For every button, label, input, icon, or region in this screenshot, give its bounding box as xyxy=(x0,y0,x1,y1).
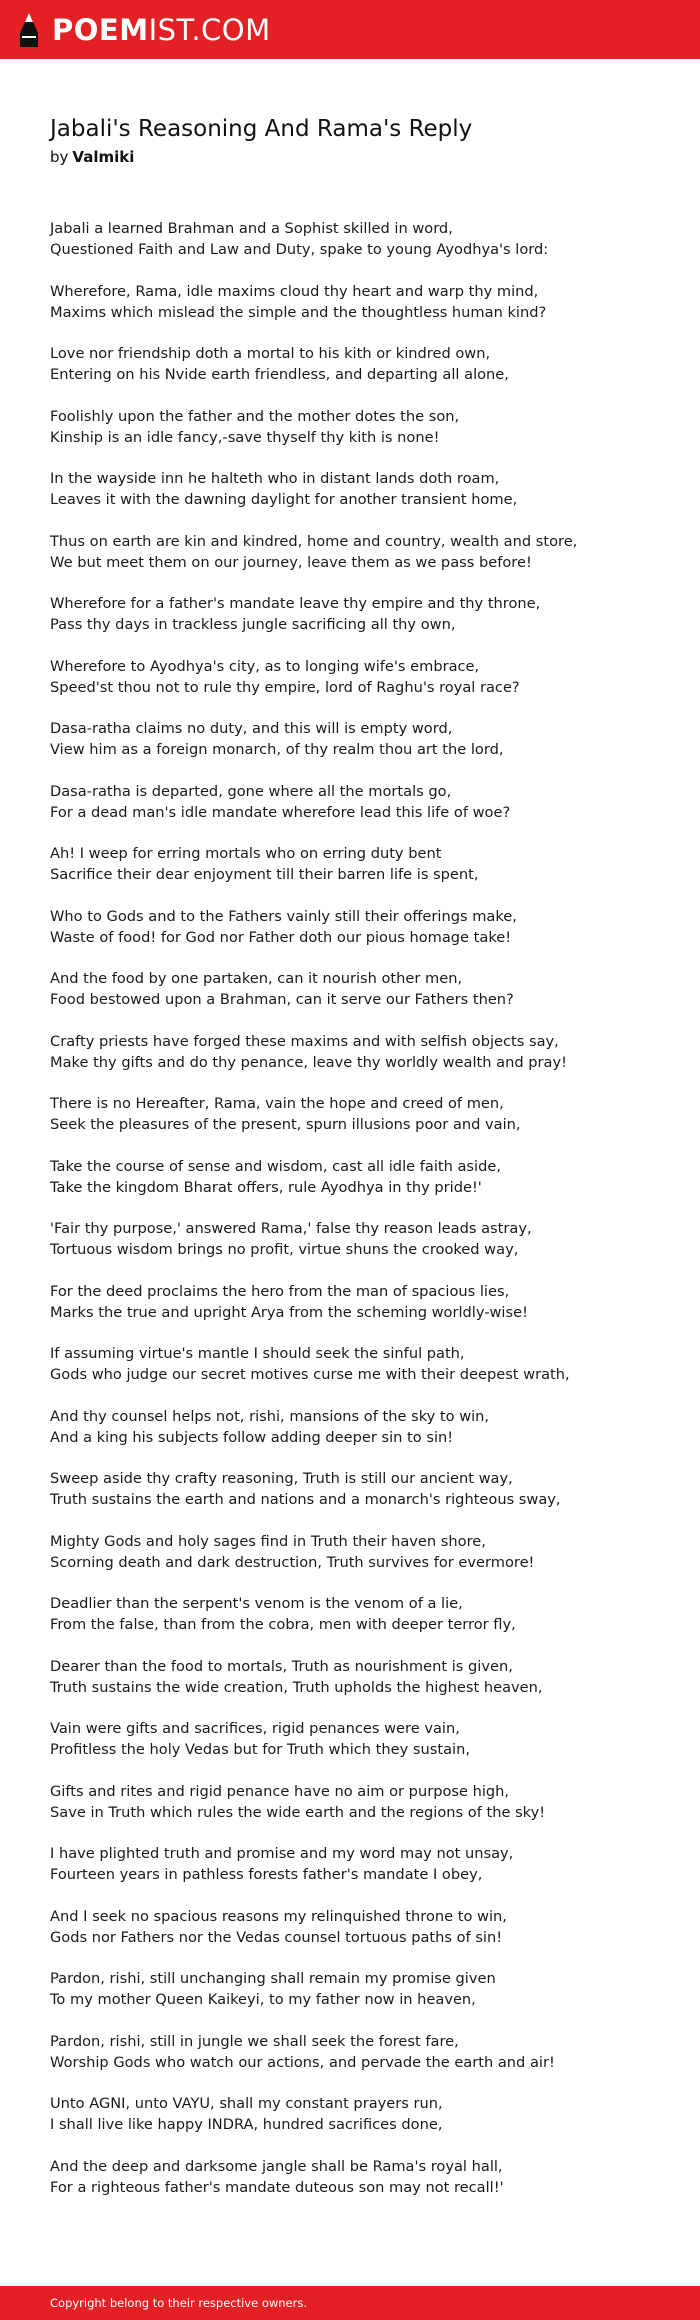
poem-line: And the deep and darksome jangle shall be Rama's royal hall, xyxy=(50,2157,503,2175)
poem-line: If assuming virtue's mantle I should seek the sinful path, xyxy=(50,1345,465,1362)
poem-line: Crafty priests have forged these maxims and with selfish objects say, xyxy=(50,1032,559,1050)
poem-line: And I seek no spacious reasons my relinquished throne to win, xyxy=(50,1907,507,1925)
poem-line: Maxims which mislead the simple and the thoughtless human kind? xyxy=(50,303,547,321)
stanza xyxy=(50,968,670,1010)
poem-line: Speed'st thou not to rule thy empire, lord of Raghu's royal race? xyxy=(50,678,520,696)
site-logo[interactable] xyxy=(18,10,271,50)
site-header xyxy=(0,0,700,59)
poem-line: Foolishly upon the father and the mother dotes the son, xyxy=(50,407,460,425)
stanza xyxy=(50,1593,670,1635)
poem-line: Take the course of sense and wisdom, cast all idle faith aside, xyxy=(50,1157,501,1175)
poem-line: Unto AGNI, unto VAYU, shall my constant prayers run, xyxy=(50,2095,443,2112)
site-footer xyxy=(0,2286,700,2320)
poem-line: From the false, than from the cobra, men with deeper terror fly, xyxy=(50,1616,516,1633)
stanza xyxy=(50,1218,670,1260)
poem-line: Dasa-ratha is departed, gone where all the mortals go, xyxy=(50,782,452,800)
poem-line: I shall live like happy INDRA, hundred sacrifices done, xyxy=(50,2116,443,2133)
poem-line: Sweep aside thy crafty reasoning, Truth is still our ancient way, xyxy=(50,1470,513,1487)
brand-name-strong: POEM xyxy=(52,13,149,47)
stanza xyxy=(50,656,670,698)
poem-line: There is no Hereafter, Rama, vain the hope and creed of men, xyxy=(50,1095,504,1112)
poem-line: Truth sustains the wide creation, Truth upholds the highest heaven, xyxy=(50,1678,543,1696)
stanza xyxy=(50,1781,670,1823)
stanza xyxy=(50,1281,670,1323)
poem-line: Marks the true and upright Arya from the scheming worldly-wise! xyxy=(50,1303,528,1321)
poem-line: And a king his subjects follow adding deeper sin to sin! xyxy=(50,1428,454,1446)
by-label: by xyxy=(50,148,69,166)
brand-name xyxy=(52,10,271,50)
stanza xyxy=(50,2156,670,2198)
stanza xyxy=(50,1531,670,1573)
poem-line: 'Fair thy purpose,' answered Rama,' false thy reason leads astray, xyxy=(50,1220,532,1237)
poem-line: Pass thy days in trackless jungle sacrificing all thy own, xyxy=(50,616,456,633)
poem-line: Waste of food! for God nor Father doth our pious homage take! xyxy=(50,928,512,946)
stanza xyxy=(50,531,670,573)
poem-line: Pardon, rishi, still unchanging shall remain my promise given xyxy=(50,1970,496,1987)
stanza xyxy=(50,218,670,260)
poem-line: Deadlier than the serpent's venom is the venom of a lie, xyxy=(50,1595,463,1612)
brand-name-light: IST.COM xyxy=(148,13,271,47)
poem-line: Leaves it with the dawning daylight for another transient home, xyxy=(50,491,518,508)
stanza xyxy=(50,468,670,510)
stanza xyxy=(50,2093,670,2135)
poem-line: Love nor friendship doth a mortal to his kith or kindred own, xyxy=(50,345,491,362)
poem-line: For a dead man's idle mandate wherefore lead this life of woe? xyxy=(50,803,511,821)
poem-line: Gods who judge our secret motives curse me with their deepest wrath, xyxy=(50,1366,570,1383)
poem-line: Jabali a learned Brahman and a Sophist skilled in word, xyxy=(50,220,453,237)
stanza xyxy=(50,1906,670,1948)
pencil-icon xyxy=(18,11,40,49)
poem-line: Dasa-ratha claims no duty, and this will is empty word, xyxy=(50,720,453,737)
poem-line: For the deed proclaims the hero from the man of spacious lies, xyxy=(50,1282,510,1300)
poem-line: We but meet them on our journey, leave them as we pass before! xyxy=(50,553,532,571)
stanza xyxy=(50,2031,670,2073)
poem-line: Vain were gifts and sacrifices, rigid penances were vain, xyxy=(50,1720,460,1737)
stanza xyxy=(50,281,670,323)
poem-header xyxy=(50,114,670,168)
poem-line: Tortuous wisdom brings no profit, virtue shuns the crooked way, xyxy=(50,1241,519,1258)
stanza xyxy=(50,1843,670,1885)
poem-line: In the wayside inn he halteth who in distant lands doth roam, xyxy=(50,470,500,487)
poem-line: Worship Gods who watch our actions, and pervade the earth and air! xyxy=(50,2053,555,2071)
byline xyxy=(50,146,670,168)
poem-line: Take the kingdom Bharat offers, rule Ayodhya in thy pride!' xyxy=(50,1178,482,1196)
stanza xyxy=(50,1093,670,1135)
author-name[interactable]: Valmiki xyxy=(72,148,135,166)
poem-line: Gifts and rites and rigid penance have no aim or purpose high, xyxy=(50,1782,510,1800)
poem-line: Seek the pleasures of the present, spurn illusions poor and vain, xyxy=(50,1116,521,1133)
poem-line: Dearer than the food to mortals, Truth as nourishment is given, xyxy=(50,1657,513,1675)
poem-line: Food bestowed upon a Brahman, can it serve our Fathers then? xyxy=(50,991,514,1008)
poem-line: And the food by one partaken, can it nourish other men, xyxy=(50,970,463,987)
poem-line: Pardon, rishi, still in jungle we shall seek the forest fare, xyxy=(50,2032,459,2050)
poem-line: Who to Gods and to the Fathers vainly still their offerings make, xyxy=(50,907,517,925)
poem-line: Gods nor Fathers nor the Vedas counsel tortuous paths of sin! xyxy=(50,1928,503,1946)
poem-line: Ah! I weep for erring mortals who on erring duty bent xyxy=(50,845,442,862)
stanza xyxy=(50,343,670,385)
stanza xyxy=(50,1468,670,1510)
stanza xyxy=(50,593,670,635)
poem-line: For a righteous father's mandate duteous son may not recall!' xyxy=(50,2178,504,2196)
stanza xyxy=(50,906,670,948)
poem-line: And thy counsel helps not, rishi, mansions of the sky to win, xyxy=(50,1407,490,1425)
poem-line: View him as a foreign monarch, of thy realm thou art the lord, xyxy=(50,741,504,758)
poem-line: I have plighted truth and promise and my word may not unsay, xyxy=(50,1845,514,1862)
poem-line: Save in Truth which rules the wide earth and the regions of the sky! xyxy=(50,1803,546,1821)
poem-line: Mighty Gods and holy sages find in Truth their haven shore, xyxy=(50,1532,486,1550)
poem-line: Thus on earth are kin and kindred, home and country, wealth and store, xyxy=(50,532,578,550)
stanza xyxy=(50,843,670,885)
poem-line: Sacrifice their dear enjoyment till their barren life is spent, xyxy=(50,866,479,883)
stanza xyxy=(50,1968,670,2010)
poem-line: Entering on his Nvide earth friendless, and departing all alone, xyxy=(50,366,509,383)
stanza xyxy=(50,1406,670,1448)
stanza xyxy=(50,1343,670,1385)
poem-line: Make thy gifts and do thy penance, leave thy worldly wealth and pray! xyxy=(50,1053,567,1071)
poem-line: Scorning death and dark destruction, Truth survives for evermore! xyxy=(50,1553,535,1571)
poem-line: Wherefore to Ayodhya's city, as to longing wife's embrace, xyxy=(50,657,480,675)
poem-line: Kinship is an idle fancy,-save thyself thy kith is none! xyxy=(50,428,440,446)
poem-line: Wherefore, Rama, idle maxims cloud thy heart and warp thy mind, xyxy=(50,282,539,300)
poem-line: To my mother Queen Kaikeyi, to my father now in heaven, xyxy=(50,1991,476,2008)
stanza xyxy=(50,1031,670,1073)
poem-body xyxy=(50,218,670,2218)
stanza xyxy=(50,718,670,760)
stanza xyxy=(50,781,670,823)
poem-line: Truth sustains the earth and nations and a monarch's righteous sway, xyxy=(50,1491,561,1508)
poem-line: Profitless the holy Vedas but for Truth which they sustain, xyxy=(50,1741,470,1758)
stanza xyxy=(50,1718,670,1760)
poem-line: Wherefore for a father's mandate leave thy empire and thy throne, xyxy=(50,595,541,612)
stanza xyxy=(50,406,670,448)
poem-line: Questioned Faith and Law and Duty, spake to young Ayodhya's lord: xyxy=(50,241,549,258)
copyright-text: Copyright belong to their respective owners. xyxy=(50,2296,308,2310)
poem-title: Jabali's Reasoning And Rama's Reply xyxy=(50,116,473,142)
stanza xyxy=(50,1156,670,1198)
stanza xyxy=(50,1656,670,1698)
poem-line: Fourteen years in pathless forests father's mandate I obey, xyxy=(50,1866,483,1883)
